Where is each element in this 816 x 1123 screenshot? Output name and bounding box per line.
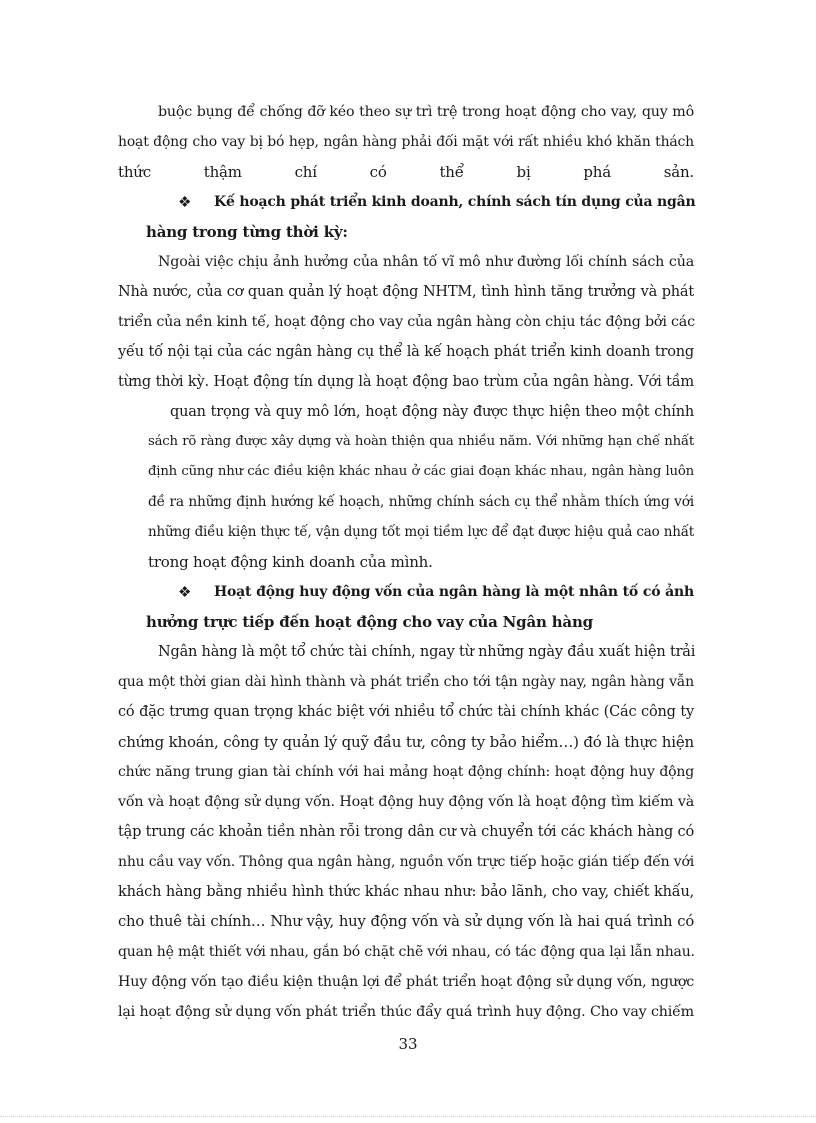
paragraph-line: trong hoạt động kinh doanh của mình. [148,553,433,571]
paragraph-line: quan trọng và quy mô lớn, hoạt động này được thực hiện theo một chính [170,404,694,420]
paragraph-line: Huy động vốn tạo điều kiện thuận lợi để phát triển hoạt động sử dụng vốn, ngược [118,974,694,990]
paragraph-line: yếu tố nội tại của các ngân hàng cụ thể là kế hoạch phát triển kinh doanh trong [118,344,694,360]
paragraph-line: thức thậm chí có thể bị phá sản. [118,163,694,181]
paragraph-line: chứng khoán, công ty quản lý quỹ đầu tư, công ty bảo hiểm…) đó là thực hiện [118,733,694,751]
paragraph-line: những điều kiện thực tế, vận dụng tốt mọi tiềm lực để đạt được hiệu quả cao nhất [148,524,694,540]
diamond-bullet-icon: ❖ [178,583,192,601]
section-heading-cont: hưởng trực tiếp đến hoạt động cho vay của Ngân hàng [146,613,593,631]
paragraph-line: từng thời kỳ. Hoạt động tín dụng là hoạt động bao trùm của ngân hàng. Với tầm [118,374,694,390]
paragraph-line: buộc bụng để chống đỡ kéo theo sự trì trệ trong hoạt động cho vay, quy mô [158,104,694,120]
paragraph-line: chức năng trung gian tài chính với hai mảng hoạt động chính: hoạt động huy động [118,764,694,780]
paragraph-line: lại hoạt động sử dụng vốn phát triển thúc đẩy quá trình huy động. Cho vay chiếm [118,1004,694,1020]
paragraph-line: Nhà nước, của cơ quan quản lý hoạt động NHTM, tình hình tăng trưởng và phát [118,284,694,300]
paragraph-line: tập trung các khoản tiền nhàn rỗi trong dân cư và chuyển tới các khách hàng có [118,824,694,840]
footer-divider [0,1116,816,1117]
paragraph-line: triển của nền kinh tế, hoạt động cho vay của ngân hàng còn chịu tác động bởi các [118,314,695,330]
paragraph-line: nhu cầu vay vốn. Thông qua ngân hàng, nguồn vốn trực tiếp hoặc gián tiếp đến với [118,854,694,870]
paragraph-line: vốn và hoạt động sử dụng vốn. Hoạt động huy động vốn là hoạt động tìm kiếm và [118,794,694,810]
paragraph-line: sách rõ ràng được xây dựng và hoàn thiện qua nhiều năm. Với những hạn chế nhất [148,434,694,449]
paragraph-line: định cũng như các điều kiện khác nhau ở các giai đoạn khác nhau, ngân hàng luôn [148,464,694,479]
paragraph-line: khách hàng bằng nhiều hình thức khác nhau như: bảo lãnh, cho vay, chiết khấu, [118,884,694,900]
paragraph-line: Ngoài việc chịu ảnh hưởng của nhân tố vĩ mô như đường lối chính sách của [158,254,694,270]
page-number: 33 [398,1035,418,1053]
paragraph-line: có đặc trưng quan trọng khác biệt với nhiều tổ chức tài chính khác (Các công ty [118,704,694,720]
paragraph-line: qua một thời gian dài hình thành và phát triển cho tới tận ngày nay, ngân hàng vẫn [118,674,694,690]
section-heading: Hoạt động huy động vốn của ngân hàng là một nhân tố có ảnh [214,584,694,600]
paragraph-line: đề ra những định hướng kế hoạch, những chính sách cụ thể nhằm thích ứng với [148,494,694,510]
section-heading: Kế hoạch phát triển kinh doanh, chính sách tín dụng của ngân [214,194,696,210]
paragraph-line: quan hệ mật thiết với nhau, gắn bó chặt chẽ với nhau, có tác động qua lại lẫn nhau. [118,944,695,960]
section-heading-cont: hàng trong từng thời kỳ: [146,223,348,241]
diamond-bullet-icon: ❖ [178,193,192,211]
paragraph-line: cho thuê tài chính… Như vậy, huy động vốn và sử dụng vốn là hai quá trình có [118,913,694,930]
paragraph-line: hoạt động cho vay bị bó hẹp, ngân hàng phải đối mặt với rất nhiều khó khăn thách [118,134,694,150]
paragraph-line: Ngân hàng là một tổ chức tài chính, ngay từ những ngày đầu xuất hiện trải [158,644,696,660]
